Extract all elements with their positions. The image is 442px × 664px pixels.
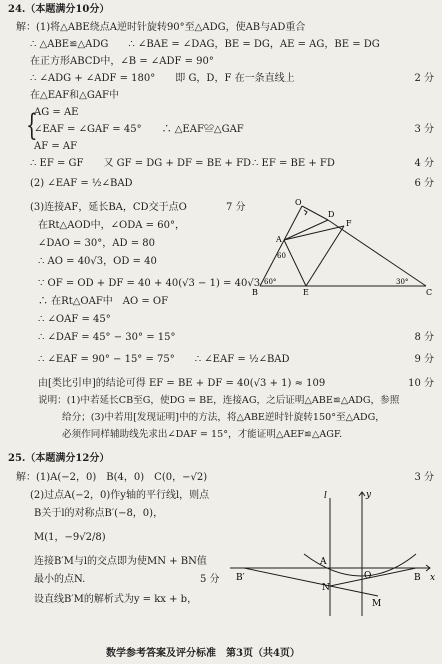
q24-line-21: 由[类比引申]的结论可得 EF = BE + DF = 40(√3 + 1) ≈ 109 [38,378,326,389]
label-d: D [328,210,335,219]
right-angle-mark-o [304,210,307,215]
q24-line-23: 给分；(3)中若用[发现证明]中的方法，将△ABE逆时针旋转150°至△ADG， [62,412,385,423]
q24-line-18: ∴ ∠OAF = 45° [38,314,111,325]
q24-line-10: ∴ EF = BE + FD [252,158,335,169]
q25-line-5: 连接B′M与l的交点即为使MN + BN值 [34,556,207,567]
segment-ad [284,220,328,240]
label-a-point: A [320,557,327,567]
q24-line-20: ∴ ∠EAF = 90° − 15° = 75° ∴ ∠EAF = ½∠BAD [38,354,290,365]
q25-line-3: B关于l的对称点B′(−8，0)， [34,508,164,519]
q25-line-2: (2)过点A(−2，0)作y轴的平行线l，则点 [30,490,210,501]
q24-line-12: (3)连接AF，延长BA，CD交于点O [30,202,187,213]
q24-line-14: ∠DAO = 30°，AD = 80 [38,238,155,249]
score-7: 7 分 [226,202,246,213]
q24-line-1: 解：(1)将△ABE绕点A逆时针旋转90°至△ADG，使AB与AD重合 [16,22,306,33]
label-angle-60: 60 [277,252,286,260]
q24-line-17: ∴ 在Rt△OAF中 AO = OF [38,296,169,307]
line-bprime-m [244,568,378,596]
label-c: C [426,288,433,296]
q24-line-11: (2) ∠EAF = ½∠BAD [30,178,133,189]
score-4: 4 分 [414,158,434,169]
score-9: 9 分 [414,354,434,365]
page-footer: 数学参考答案及评分标准 第3页（共4页） [106,648,300,659]
score-8: 8 分 [414,332,434,343]
q24-line-19: ∴ ∠DAF = 45° − 30° = 15° [38,332,176,343]
q24-line-3: 在正方形ABCD中，∠B = ∠ADF = 90° [30,56,214,67]
q24-header: 24.（本题满分10分） [8,4,110,15]
score-10: 10 分 [408,378,434,389]
q24-line-22: 说明：(1)中若延长CB至G，使DG = BE，连接AG，之后证明△ABE≌△ADG，参照 [38,395,400,406]
segment-dc [328,220,426,286]
q24-line-13: 在Rt△AOD中，∠ODA = 60°， [38,220,185,231]
score-3: 3 分 [414,124,434,135]
score-5: 5 分 [200,574,220,585]
label-angle-c: 30° [396,278,409,286]
label-m: M [372,599,382,609]
score-3b: 3 分 [414,472,434,483]
label-x: x [430,573,436,583]
q24-line-5: 在△EAF和△GAF中 [30,90,119,101]
segment-af [284,226,344,240]
q24-line-15: ∴ AO = 40√3，OD = 40 [38,256,157,267]
label-a: A [276,235,282,244]
label-o: O [295,198,302,207]
label-n: N [322,583,330,593]
q24-geometry-diagram [248,196,438,296]
q25-line-1: 解：(1)A(−2，0) B(4，0) C(0，−√2) [16,472,208,483]
label-l: l [324,491,327,501]
q25-line-6: 最小的点N. [34,574,86,585]
q24-line-9: ∴ EF = GF 又 GF = DG + DF = BE + FD [30,158,252,169]
label-e: E [303,288,309,296]
q24-line-2: ∴ △ABE≌△ADG ∴ ∠BAE = ∠DAG，BE = DG，AE = AG，BE = DG [30,39,380,50]
brace-symbol: { [26,108,38,143]
label-o-origin: O [364,571,372,581]
q24-line-4: ∴ ∠ADG + ∠ADF = 180° 即 G，D，F 在一条直线上 [30,73,295,84]
q25-line-4: M(1，−9√2/8) [34,532,106,543]
score-2: 2 分 [414,73,434,84]
q25-line-7: 设直线B′M的解析式为y = kx + b， [34,594,198,605]
line-n-b [330,568,416,586]
segment-ef [306,226,344,286]
q24-line-24: 必须作同样辅助线先求出∠DAF = 15°，才能证明△AEF≌△AGF. [62,429,343,440]
label-b-point: B [414,573,421,583]
q24-line-8: AF = AF [34,141,78,152]
label-angle-b: 60° [264,278,277,286]
score-6: 6 分 [414,178,434,189]
label-b: B [252,288,258,296]
q25-header: 25.（本题满分12分） [8,453,110,464]
q24-line-7: ∠EAF = ∠GAF = 45° ∴ △EAF≌△GAF [34,124,244,135]
label-bprime: B′ [236,573,245,583]
segment-ae [284,240,306,286]
q24-line-6: AG = AE [34,107,79,118]
segment-bo [260,206,302,286]
label-f: F [346,219,352,228]
label-y: y [366,490,372,500]
q25-coordinate-diagram [230,488,436,618]
q24-line-16: ∵ OF = OD + DF = 40 + 40(√3 − 1) = 40√3 [38,278,261,289]
